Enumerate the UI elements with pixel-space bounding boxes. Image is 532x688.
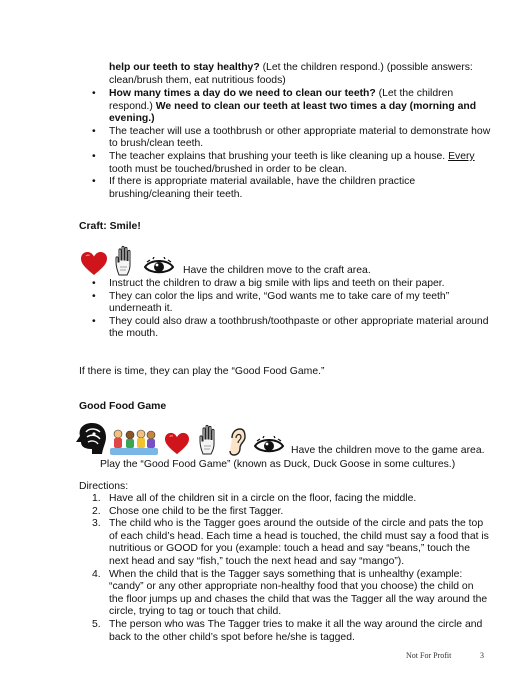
game-instruction: Have the children move to the game area.: [291, 445, 485, 456]
list-item: 1. Have all of the children sit in a circle on the floor, facing the middle.: [92, 493, 417, 504]
head-icon: [72, 422, 108, 456]
ear-icon: [228, 428, 246, 456]
game-icon-row: [72, 420, 284, 456]
list-item: 2. Chose one child to be the first Tagger.: [92, 505, 284, 517]
transition-text: If there is time, they can play the “Good Food Game.”: [79, 366, 325, 377]
craft-icon-row: [80, 241, 174, 277]
list-item: [92, 291, 492, 316]
game-heading: Good Food Game: [79, 401, 167, 412]
bullet-text: (Let the children respond.): [109, 88, 454, 112]
list-item: 4. When the child that is the Tagger says something that is unhealthy (example: “candy” or any other appropriate non-healthy food that you choose) the child on the floor jumps up and chases the child that was the Tagger all the way around the circle, trying to tag or touch that child.: [92, 568, 488, 618]
directions-list: [92, 493, 490, 644]
list-item: [92, 316, 492, 341]
directions-label: Directions:: [79, 481, 129, 492]
bullet-text: They could also draw a toothbrush/toothpaste or other appropriate material around the mouth.: [109, 315, 489, 340]
game-play-line: Play the “Good Food Game” (known as Duck, Duck Goose in some cultures.): [100, 459, 456, 470]
list-item: [92, 126, 492, 151]
step-text: Have all of the children sit in a circle on the floor, facing the middle.: [109, 493, 417, 504]
bullet-text: They can color the lips and write, “God wants me to take care of my teeth” underneath it.: [109, 290, 450, 315]
bullet-text: Instruct the children to draw a big smile with lips and teeth on their paper.: [109, 278, 445, 289]
bullet-bold-answer: We need to clean our teeth at least two times a day (morning and evening.): [109, 100, 477, 125]
step-text: When the child that is the Tagger says something that is unhealthy (example: “candy” or any other appropriate non-healthy food that you choose) the child on the floor jumps up and chases the child that was the Tagger all the way around the circle, trying to tag or touch that child.: [109, 568, 488, 618]
step-text: The child who is the Tagger goes around the outside of the circle and pats the top of each child’s head. Each time a head is touched, the child must say a food that is nutritious or GOOD for you (example: touch a head and say “beans,” touch the next head and say “fish,” touch the next head and say “mango”).: [109, 518, 489, 567]
list-item: [92, 88, 492, 126]
craft-heading: Craft: Smile!: [79, 221, 141, 232]
step-text: The person who was The Tagger tries to make it all the way around the circle and back to the other child’s spot before he/she is tagged.: [109, 618, 483, 643]
eye-icon: [144, 257, 174, 275]
intro-rest: (Let the children respond.) (possible answers:: [259, 62, 473, 73]
lesson-bullet-list: [92, 88, 492, 201]
bullet-text: The teacher explains that brushing your teeth is like cleaning up a house.: [109, 150, 449, 162]
children-icon: [110, 426, 158, 456]
list-item: [92, 151, 492, 176]
hand-icon: [198, 424, 220, 456]
intro-bold-question: help our teeth to stay healthy?: [109, 62, 260, 73]
craft-instruction: Have the children move to the craft area.: [183, 265, 371, 276]
list-item: [92, 176, 492, 201]
step-text: Chose one child to be the first Tagger.: [109, 505, 284, 517]
hand-icon: [114, 245, 136, 277]
list-item: 5. The person who was The Tagger tries to make it all the way around the circle and back to the other child’s spot before he/she is tagged.: [92, 618, 483, 643]
footer-label: Not For Profit: [406, 651, 452, 660]
craft-bullet-list: [92, 278, 492, 341]
bullet-text: tooth must be touched/brushed in order to be clean.: [109, 163, 347, 175]
bullet-text: The teacher will use a toothbrush or other appropriate material to demonstrate how to brush/clean teeth.: [109, 125, 491, 150]
list-item: [92, 278, 492, 291]
intro-paragraph: [109, 62, 489, 87]
heart-icon: [80, 251, 108, 277]
eye-icon: [254, 436, 284, 454]
page-number: 3: [480, 651, 484, 660]
bullet-underlined-word: Every: [448, 150, 475, 162]
list-item: 3. The child who is the Tagger goes around the outside of the circle and pats the top of each child’s head. Each time a head is touched, the child must say a food that is nutritious or GOOD for you (example: touch a head and say “beans,” touch the next head and say “fish,” touch the next head and say “mango”).: [92, 518, 489, 567]
intro-line2: clean/brush them, eat nutritious foods): [109, 74, 286, 86]
bullet-text: If there is appropriate material available, have the children practice brushing/cleaning their teeth.: [109, 176, 416, 200]
heart-icon: [164, 432, 190, 456]
bullet-bold-question: How many times a day do we need to clean our teeth?: [109, 88, 376, 99]
